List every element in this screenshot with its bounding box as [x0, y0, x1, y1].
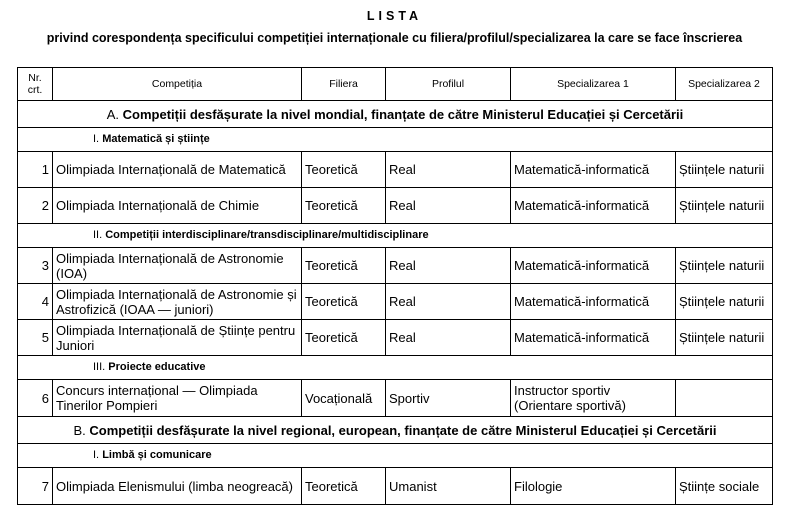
cell-nr: 5 — [18, 320, 53, 356]
section-prefix: A. — [106, 106, 120, 122]
subsection-heading — [18, 128, 773, 152]
cell-spec1: Instructor sportiv (Orientare sportivă) — [511, 380, 676, 417]
subsection-heading — [18, 444, 773, 468]
cell-spec1: Matematică-informatică — [511, 188, 676, 224]
cell-filiera: Teoretică — [302, 248, 386, 284]
subsection-heading — [18, 356, 773, 380]
cell-nr: 2 — [18, 188, 53, 224]
cell-spec1: Matematică-informatică — [511, 320, 676, 356]
subsection-title: Matematică și științe — [102, 133, 210, 145]
table-row — [18, 188, 773, 224]
table-row — [18, 152, 773, 188]
cell-filiera: Teoretică — [302, 152, 386, 188]
cell-competitia: Olimpiada Internațională de Matematică — [53, 152, 302, 188]
section-title: Competiții desfășurate la nivel regional, european, finanțate de către Ministerul Educației și Cercetării — [89, 422, 717, 438]
cell-spec2 — [676, 380, 773, 417]
document-title: LISTA — [366, 9, 423, 23]
cell-profilul: Real — [386, 284, 511, 320]
subsection-row — [18, 356, 773, 380]
section-row — [18, 417, 773, 444]
header-nr: Nr. crt. — [18, 68, 53, 101]
cell-competitia: Olimpiada Internațională de Astronomie și Astrofizică (IOAA — juniori) — [53, 284, 302, 320]
cell-competitia: Olimpiada Elenismului (limba neogreacă) — [53, 468, 302, 505]
cell-competitia: Olimpiada Internațională de Științe pentru Juniori — [53, 320, 302, 356]
section-row — [18, 101, 773, 128]
subsection-title: Limbă și comunicare — [102, 449, 212, 461]
section-heading — [18, 417, 773, 444]
cell-profilul: Real — [386, 152, 511, 188]
section-heading — [18, 101, 773, 128]
table-row — [18, 284, 773, 320]
table-row — [18, 380, 773, 417]
cell-filiera: Vocațională — [302, 380, 386, 417]
cell-profilul: Umanist — [386, 468, 511, 505]
cell-profilul: Sportiv — [386, 380, 511, 417]
subsection-heading — [18, 224, 773, 248]
cell-spec2: Științe sociale — [676, 468, 773, 505]
cell-nr: 3 — [18, 248, 53, 284]
cell-spec1: Filologie — [511, 468, 676, 505]
cell-nr: 1 — [18, 152, 53, 188]
cell-profilul: Real — [386, 188, 511, 224]
cell-profilul: Real — [386, 248, 511, 284]
subsection-prefix: I. — [93, 133, 100, 145]
subsection-row — [18, 444, 773, 468]
cell-spec1: Matematică-informatică — [511, 284, 676, 320]
header-specializarea-2: Specializarea 2 — [676, 68, 773, 101]
cell-spec1: Matematică-informatică — [511, 152, 676, 188]
section-title: Competiții desfășurate la nivel mondial, finanțate de către Ministerul Educației și Cercetării — [122, 106, 684, 122]
subsection-prefix: II. — [93, 229, 103, 241]
subsection-title: Proiecte educative — [108, 361, 206, 373]
subsection-prefix: I. — [93, 449, 100, 461]
subsection-prefix: III. — [93, 361, 106, 373]
section-prefix: B. — [73, 422, 86, 438]
cell-spec2: Științele naturii — [676, 188, 773, 224]
cell-nr: 7 — [18, 468, 53, 505]
header-filiera: Filiera — [302, 68, 386, 101]
cell-filiera: Teoretică — [302, 284, 386, 320]
table-row — [18, 468, 773, 505]
header-profilul: Profilul — [386, 68, 511, 101]
cell-spec2: Științele naturii — [676, 248, 773, 284]
subsection-row — [18, 128, 773, 152]
cell-spec2: Științele naturii — [676, 320, 773, 356]
document-subtitle: privind corespondența specificului competiției internaționale cu filiera/profilul/specializarea la care se face înscrierea — [46, 31, 743, 45]
cell-filiera: Teoretică — [302, 320, 386, 356]
cell-spec2: Științele naturii — [676, 152, 773, 188]
cell-spec1: Matematică-informatică — [511, 248, 676, 284]
cell-spec2: Științele naturii — [676, 284, 773, 320]
table-header-row — [18, 68, 773, 101]
cell-profilul: Real — [386, 320, 511, 356]
header-competitia: Competiția — [53, 68, 302, 101]
table-row — [18, 320, 773, 356]
cell-nr: 4 — [18, 284, 53, 320]
cell-competitia: Olimpiada Internațională de Chimie — [53, 188, 302, 224]
cell-competitia: Concurs internațional — Olimpiada Tinerilor Pompieri — [53, 380, 302, 417]
header-specializarea-1: Specializarea 1 — [511, 68, 676, 101]
correspondence-table — [17, 67, 773, 505]
subsection-title: Competiții interdisciplinare/transdisciplinare/multidisciplinare — [105, 229, 429, 241]
cell-filiera: Teoretică — [302, 188, 386, 224]
cell-filiera: Teoretică — [302, 468, 386, 505]
cell-nr: 6 — [18, 380, 53, 417]
subsection-row — [18, 224, 773, 248]
table-row — [18, 248, 773, 284]
cell-competitia: Olimpiada Internațională de Astronomie (IOA) — [53, 248, 302, 284]
